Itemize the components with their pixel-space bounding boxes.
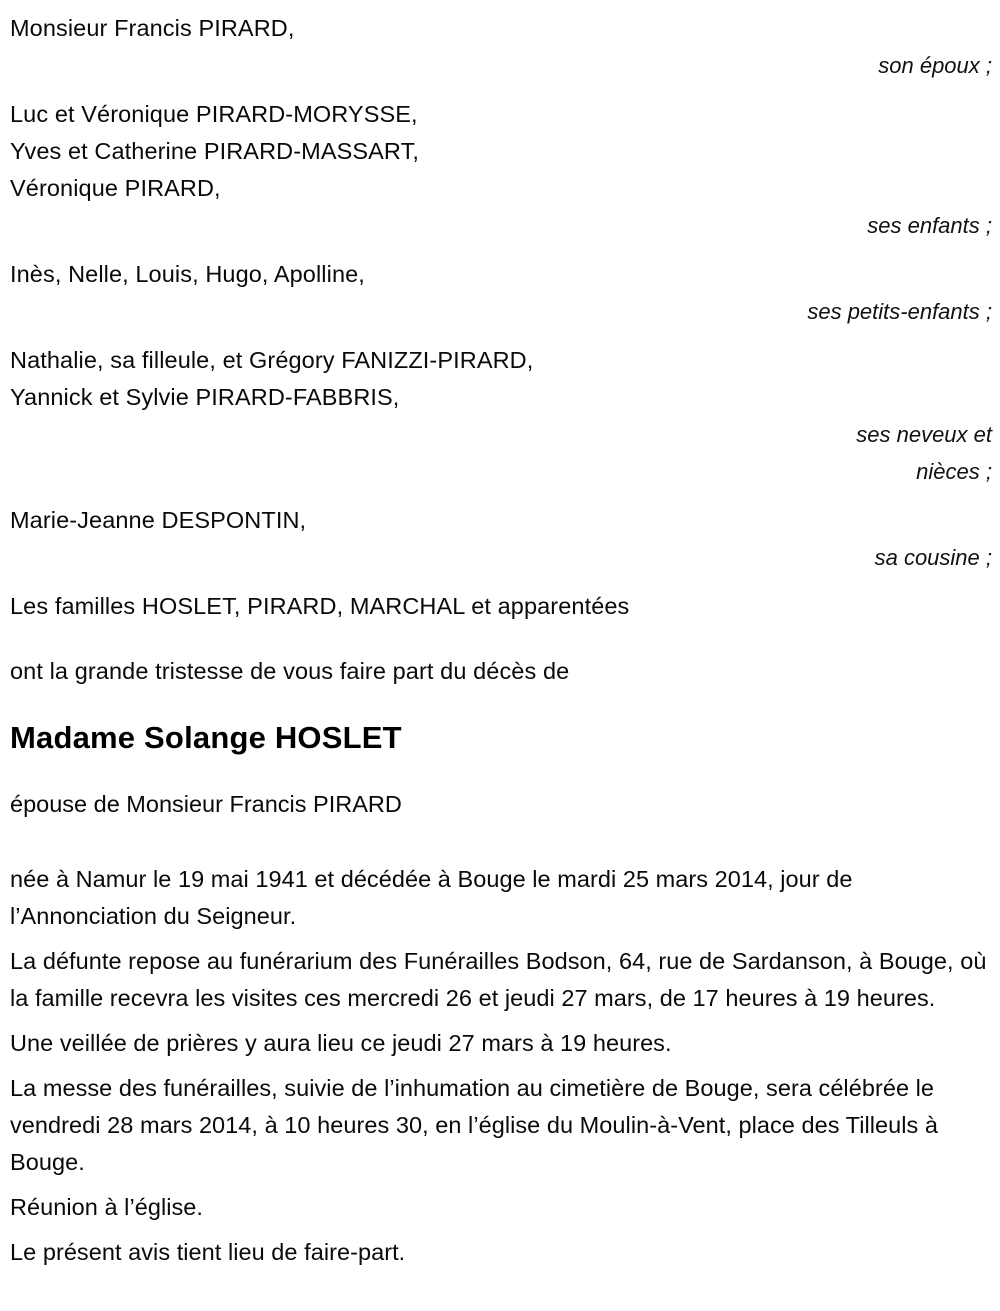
deceased-name: Madame Solange HOSLET (10, 720, 402, 755)
relation-row (10, 47, 992, 84)
spacer (10, 823, 992, 861)
relation-row (10, 207, 992, 244)
notice-statement-paragraph: Le présent avis tient lieu de faire-part. (10, 1239, 406, 1265)
birth-death-paragraph: née à Namur le 19 mai 1941 et décédée à Bouge le mardi 25 mars 2014, jour de l’Annonciation du Seigneur. (10, 866, 853, 929)
spacer (10, 690, 992, 718)
family-member-line: Véronique PIRARD, (10, 175, 221, 201)
family-member-line: Nathalie, sa filleule, et Grégory FANIZZI-PIRARD, (10, 347, 534, 373)
spacer (10, 244, 992, 256)
gathering-paragraph: Réunion à l’église. (10, 1194, 203, 1220)
family-member-line: Monsieur Francis PIRARD, (10, 15, 295, 41)
spacer (10, 84, 992, 96)
family-entry (10, 96, 992, 244)
spacer (10, 576, 992, 588)
family-entry (10, 502, 992, 576)
relation-label: ses enfants ; (867, 213, 992, 238)
spacer (10, 330, 992, 342)
family-member-line: Inès, Nelle, Louis, Hugo, Apolline, (10, 261, 365, 287)
spacer (10, 490, 992, 502)
relation-row (10, 539, 992, 576)
family-member-line: Yannick et Sylvie PIRARD-FABBRIS, (10, 384, 400, 410)
relation-label: ses neveux et nièces ; (856, 422, 992, 484)
relation-label: sa cousine ; (874, 545, 992, 570)
funeral-mass-paragraph: La messe des funérailles, suivie de l’inhumation au cimetière de Bouge, sera célébrée le vendredi 28 mars 2014, à 10 heures 30, en l’église du Moulin-à-Vent, place des Tilleuls à Bouge. (10, 1075, 939, 1175)
family-entry (10, 10, 992, 84)
family-entry (10, 256, 992, 330)
family-member-line: Marie-Jeanne DESPONTIN, (10, 507, 307, 533)
announcement-line: ont la grande tristesse de vous faire part du décès de (10, 658, 570, 684)
relation-label: son époux ; (878, 53, 992, 78)
relation-label: ses petits-enfants ; (807, 299, 992, 324)
family-member-line: Yves et Catherine PIRARD-MASSART, (10, 138, 420, 164)
family-member-line: Luc et Véronique PIRARD-MORYSSE, (10, 101, 418, 127)
spacer (10, 625, 992, 653)
family-entry (10, 342, 992, 490)
families-line: Les familles HOSLET, PIRARD, MARCHAL et apparentées (10, 593, 630, 619)
relation-row (10, 293, 992, 330)
prayer-vigil-paragraph: Une veillée de prières y aura lieu ce jeudi 27 mars à 19 heures. (10, 1030, 672, 1056)
spacer (10, 758, 992, 786)
relation-row (10, 416, 992, 490)
spouse-of-line: épouse de Monsieur Francis PIRARD (10, 791, 402, 817)
funeral-home-paragraph: La défunte repose au funérarium des Funérailles Bodson, 64, rue de Sardanson, à Bouge, où la famille recevra les visites ces mercredi 26 et jeudi 27 mars, de 17 heures à 19 heures. (10, 948, 987, 1011)
